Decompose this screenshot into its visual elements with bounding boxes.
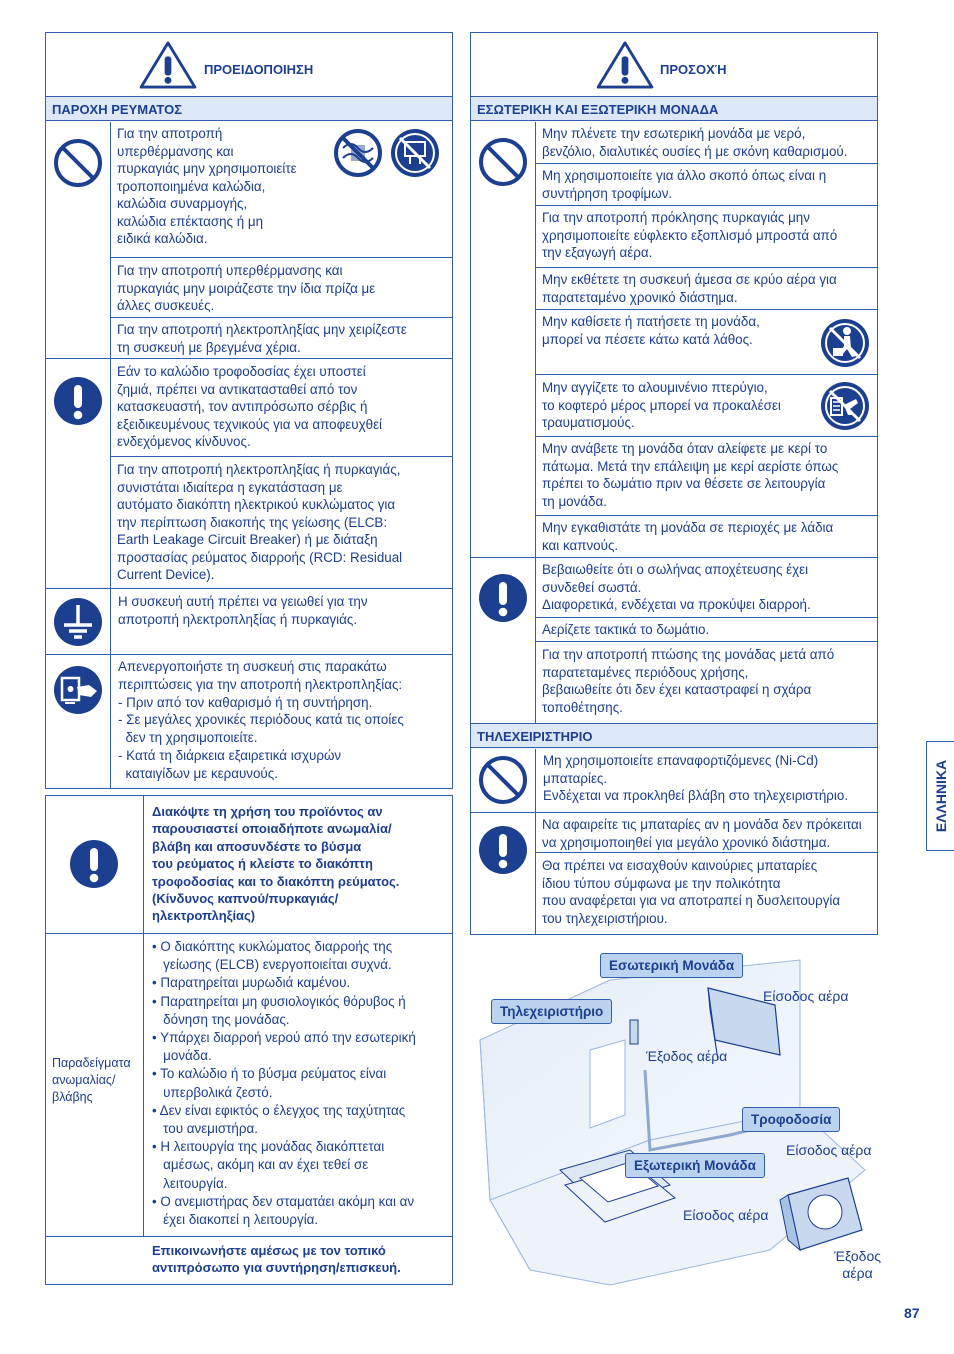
mandatory-icon xyxy=(69,839,119,889)
caution-text: Για την αποτροπή πρόκλησης πυρκαγιάς μην χρησιμοποιείτε εύφλεκτο εξοπλισμό μπροστά από την εξαγωγή αέρα. xyxy=(542,210,838,260)
caution-text: Μην πλένετε την εσωτερική μονάδα με νερό, βενζόλιο, διαλυτικές ουσίες ή με σκόνη καθαρισμού. xyxy=(542,126,848,159)
unit-prohibit-group xyxy=(471,122,877,558)
caution-text: Μην εκθέτετε τη συσκευή άμεσα σε κρύο αέρα για παρατεταμένο χρονικό διάστημα. xyxy=(542,272,837,305)
section-power-supply: ΠΑΡΟΧΗ ΡΕΥΜΑΤΟΣ xyxy=(46,97,452,121)
remote-prohibit-group xyxy=(471,749,877,813)
air-inlet-label: Είσοδος αέρα xyxy=(763,988,849,1004)
earth-ground-icon xyxy=(53,597,103,647)
warning-triangle-icon xyxy=(596,41,654,89)
section-remote-control: ΤΗΛΕΧΕΙΡΙΣΤΗΡΙΟ xyxy=(471,724,877,748)
caution-text: Μη χρησιμοποιείτε για άλλο σκοπό όπως είναι η συντήρηση τροφίμων. xyxy=(542,168,827,201)
unplug-icon xyxy=(53,665,103,715)
mandatory-icon xyxy=(53,376,103,426)
prohibited-icon xyxy=(478,137,528,187)
label-indoor-unit: Εσωτερική Μονάδα xyxy=(600,953,743,978)
no-climbing-icon xyxy=(820,318,870,368)
caution-title: ΠΡΟΣΟΧΉ xyxy=(660,62,727,77)
warning-text: Απενεργοποιήστε τη συσκευή στις παρακάτω περιπτώσεις για την αποτροπή ηλεκτροπληξίας: - Πριν από τον καθαρισμό ή τη συντήρηση. - Σε μεγάλες χρονικές περιόδους κατά τις οποίες δεν τη χρησιμοποιείτε. - Κατά τη διάρκεια εξαιρετικά ισχυρών καταιγίδων με κεραυνούς. xyxy=(118,659,404,781)
power-unplug-group xyxy=(46,655,452,789)
page-number: 87 xyxy=(904,1305,920,1321)
no-touch-fin-icon xyxy=(820,381,870,431)
remote-mandatory-group xyxy=(471,813,877,935)
warning-text: Για την αποτροπή υπερθέρμανσης και πυρκαγιάς μην μοιράζεστε την ίδια πρίζα με άλλες συσκευές. xyxy=(117,263,376,313)
language-tab xyxy=(926,741,954,851)
caution-panel xyxy=(470,32,878,935)
air-inlet-label: Είσοδος αέρα xyxy=(786,1142,872,1158)
warning-text: Η συσκευή αυτή πρέπει να γειωθεί για την αποτροπή ηλεκτροπληξίας ή πυρκαγιάς. xyxy=(118,594,368,627)
prohibited-icon xyxy=(478,755,528,805)
warning-text: Για την αποτροπή ηλεκτροπληξίας μην χειρίζεστε τη συσκευή με βρεγμένα χέρια. xyxy=(117,322,407,355)
no-plug-icon xyxy=(390,128,440,178)
no-modified-cable-icon xyxy=(333,128,383,178)
language-tab-label: ΕΛΛΗΝΙΚΑ xyxy=(932,759,949,833)
warning-text: Εάν το καλώδιο τροφοδοσίας έχει υποστεί ζημιά, πρέπει να αντικατασταθεί από τον κατασκευαστή, τον αντιπρόσωπο σέρβις ή εξειδικευμένους τεχνικούς για να αποφευχθεί ενδεχόμενος κίνδυνος. xyxy=(117,364,383,449)
contact-dealer-text: Επικοινωνήστε αμέσως με τον τοπικό αντιπρόσωπο για συντήρηση/επισκευή. xyxy=(152,1243,401,1276)
caution-text: Για την αποτροπή πτώσης της μονάδας μετά από παρατεταμένες περιόδους χρήσης, βεβαιωθείτε ότι δεν έχει καταστραφεί η σχάρα τοποθέτησης. xyxy=(542,647,835,715)
section-indoor-outdoor: ΕΣΩΤΕΡΙΚΗ ΚΑΙ ΕΞΩΤΕΡΙΚΗ ΜΟΝΑΔΑ xyxy=(471,97,877,121)
warning-text: Για την αποτροπή υπερθέρμανσης και πυρκαγιάς μην χρησιμοποιείτε τροποποιημένα καλώδια, καλώδια συναρμογής, καλώδια επέκτασης ή μη ειδικά καλώδια. xyxy=(117,126,297,246)
examples-label: Παραδείγματα ανωμαλίας/ βλάβης xyxy=(52,1056,131,1104)
air-outlet-label: Έξοδος αέρα xyxy=(646,1048,728,1064)
mandatory-icon xyxy=(478,825,528,875)
label-outdoor-unit: Εξωτερική Μονάδα xyxy=(625,1153,765,1178)
power-ground-group xyxy=(46,589,452,655)
warning-title: ΠΡΟΕΙΔΟΠΟΙΗΣΗ xyxy=(204,62,314,77)
caution-text: Να αφαιρείτε τις μπαταρίες αν η μονάδα δεν πρόκειται να χρησιμοποιηθεί για μεγάλο χρονικό διάστημα. xyxy=(542,817,862,850)
warning-panel xyxy=(45,32,453,789)
mandatory-icon xyxy=(478,573,528,623)
caution-text: Μην αγγίζετε το αλουμινένιο πτερύγιο, το κοφτερό μέρος μπορεί να προκαλέσει τραυματισμούς. xyxy=(542,380,781,430)
power-mandatory-group xyxy=(46,359,452,589)
caution-header xyxy=(471,33,877,97)
warning-header xyxy=(46,33,452,97)
caution-text: Μη χρησιμοποιείτε επαναφορτιζόμενες (Ni-Cd) μπαταρίες. Ενδέχεται να προκληθεί βλάβη στο τηλεχειριστήριο. xyxy=(543,753,849,803)
label-power-supply: Τροφοδοσία xyxy=(742,1107,840,1132)
caution-text: Μην ανάβετε τη μονάδα όταν αλείφετε με κερί το πάτωμα. Μετά την επάλειψη με κερί αερίστε όπως πρέπει το δωμάτιο πριν να θέσετε σε λειτουργία τη μονάδα. xyxy=(542,441,839,509)
warning-triangle-icon xyxy=(139,41,197,89)
power-prohibit-group xyxy=(46,122,452,359)
caution-text: Βεβαιωθείτε ότι ο σωλήνας αποχέτευσης έχει συνδεθεί σωστά. Διαφορετικά, ενδέχεται να προκύψει διαρροή. xyxy=(542,562,811,612)
prohibited-icon xyxy=(53,138,103,188)
caution-text: Θα πρέπει να εισαχθούν καινούριες μπαταρίες ίδιου τύπου σύμφωνα με την πολικότητα που αναφέρεται για να αποτραπεί η δυσλειτουργία του τηλεχειριστήριου. xyxy=(542,858,841,926)
warning-text: Για την αποτροπή ηλεκτροπληξίας ή πυρκαγιάς, συνιστάται ιδιαίτερα η εγκατάσταση με αυτόματο διακόπτη ηλεκτρικού κυκλώματος για την περίπτωση διακοπής της γείωσης (ELCB: Earth Leakage Circuit Breaker) ή με διάταξη προστασίας ρεύματος διαρροής (RCD: Residual Current Device). xyxy=(117,462,403,582)
air-inlet-label: Είσοδος αέρα xyxy=(683,1207,769,1223)
label-remote-control: Τηλεχειριστήριο xyxy=(491,999,612,1024)
caution-text: Αερίζετε τακτικά το δωμάτιο. xyxy=(542,622,710,637)
caution-text: Μην εγκαθιστάτε τη μονάδα σε περιοχές με λάδια και καπνούς. xyxy=(542,520,834,553)
caution-text: Μην καθίσετε ή πατήσετε τη μονάδα, μπορεί να πέσετε κάτω κατά λάθος. xyxy=(542,314,760,347)
stop-use-warning: Διακόψτε τη χρήση του προϊόντος αν παρουσιαστεί οποιαδήποτε ανωμαλία/ βλάβη και αποσυνδέστε το βύσμα του ρεύματος ή κλείστε το διακόπτη τροφοδοσίας και το διακόπτη ρεύματος. (Κίνδυνος καπνού/πυρκαγιάς/ ηλεκτροπληξίας) xyxy=(152,804,400,924)
abnormality-examples: • Ο διακόπτης κυκλώματος διαρροής της γείωσης (ELCB) ενεργοποιείται συχνά. • Παρατηρείται μυρωδιά καμένου. • Παρατηρείται μη φυσιολογικός θόρυβος ή δόνηση της μονάδας. • Υπάρχει διαρροή νερού από την εσωτερική μονάδα. • Το καλώδιο ή το βύσμα ρεύματος είναι υπερβολικά ζεστό. • Δεν είναι εφικτός ο έλεγχος της ταχύτητας του ανεμιστήρα. • Η λειτουργία της μονάδας διακόπτεται αμέσως, ακόμη και αν έχει τεθεί σε λειτουργία. • Ο ανεμιστήρας δεν σταματάει ακόμη και αν έχει διακοπεί η λειτουργία. xyxy=(152,939,416,1228)
air-outlet-label: Έξοδος αέρα xyxy=(834,1248,881,1281)
abnormality-panel xyxy=(45,795,453,1285)
unit-mandatory-group xyxy=(471,558,877,724)
